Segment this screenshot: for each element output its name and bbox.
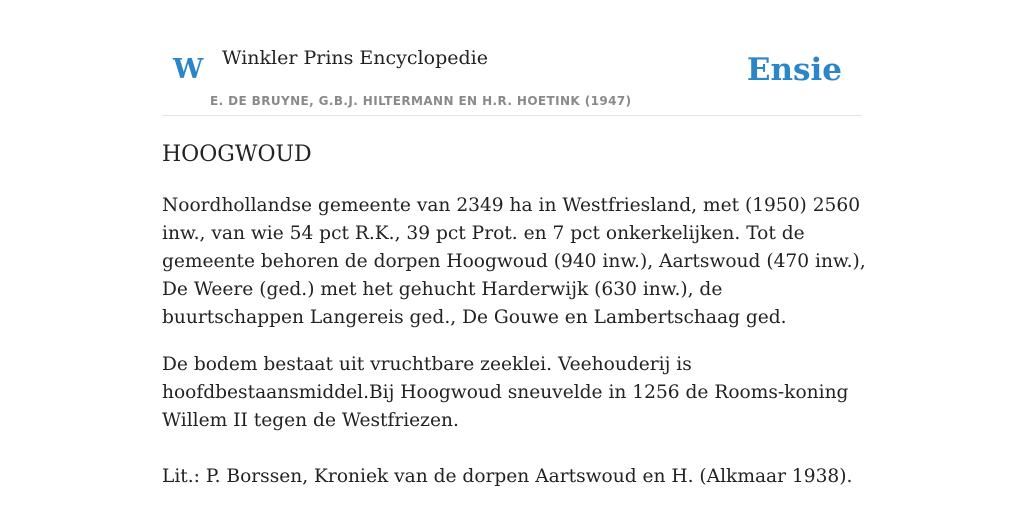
- encyclopedia-logo[interactable]: W: [173, 54, 204, 85]
- encyclopedia-title[interactable]: Winkler Prins Encyclopedie: [222, 47, 488, 69]
- article-paragraph: De bodem bestaat uit vruchtbare zeeklei. Veehouderij is hoofdbestaansmiddel.Bij Hoogwoud sneuvelde in 1256 de Rooms-koning Willem II tegen de Westfriezen.: [162, 354, 849, 431]
- literature-reference: Lit.: P. Borssen, Kroniek van de dorpen Aartswoud en H. (Alkmaar 1938).: [162, 466, 853, 487]
- header-divider: [162, 115, 862, 116]
- article-paragraph: Noordhollandse gemeente van 2349 ha in Westfriesland, met (1950) 2560 inw., van wie 54 pct R.K., 39 pct Prot. en 7 pct onkerkelijken. Tot de gemeente behoren de dorpen Hoogwoud (940 inw.), Aartswoud (470 inw.), De Weere (ged.) met het gehucht Harderwijk (630 inw.), de buurtschappen Langereis ged., De Gouwe en Lambertschaag ged.: [162, 195, 866, 328]
- site-logo[interactable]: Ensie: [746, 52, 842, 88]
- article: [162, 140, 868, 491]
- authors-line: E. DE BRUYNE, G.B.J. HILTERMANN EN H.R. HOETINK (1947): [210, 94, 632, 108]
- article-title: HOOGWOUD: [162, 142, 312, 167]
